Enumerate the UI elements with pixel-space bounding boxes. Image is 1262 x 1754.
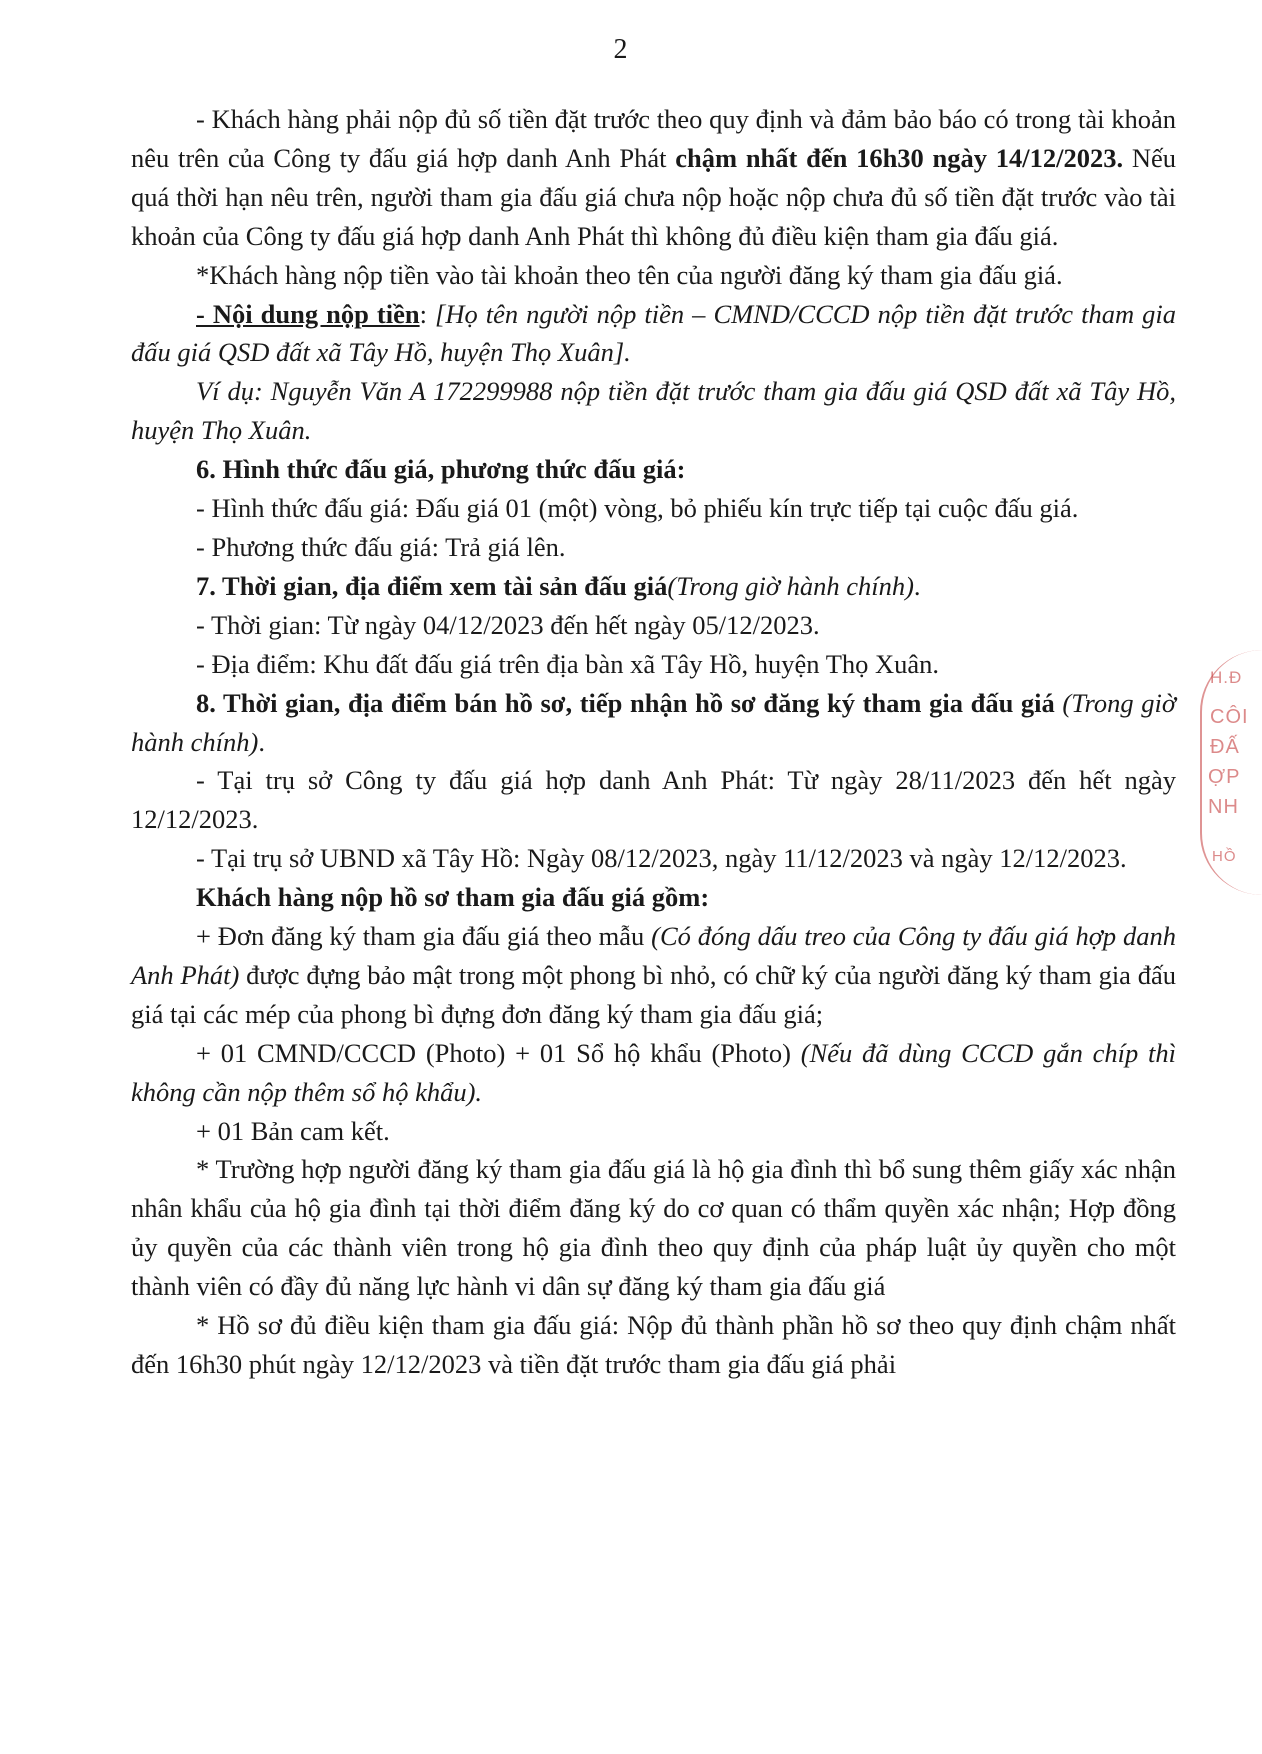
page-number: 2: [613, 34, 628, 65]
payment-content-label: - Nội dung nộp tiền: [196, 298, 420, 329]
payment-content-paragraph: [131, 295, 1176, 373]
section-8-heading: [131, 684, 1176, 762]
dossier-item-commitment: + 01 Bản cam kết.: [196, 1115, 390, 1146]
household-note: * Trường hợp người đăng ký tham gia đấu giá là hộ gia đình thì bổ sung thêm giấy xác nhận nhân khẩu của hộ gia đình tại thời điểm đăng ký do cơ quan có thẩm quyền xác nhận; Hợp đồng ủy quyền của các thành viên trong hộ gia đình theo quy định của pháp luật ủy quyền cho một thành viên có đầy đủ năng lực hành vi dân sự đăng ký tham gia đấu giá: [131, 1154, 1176, 1302]
auction-method: - Phương thức đấu giá: Trả giá lên.: [196, 531, 566, 562]
stamp-line-2: CÔI: [1210, 706, 1249, 728]
section-8-title: 8. Thời gian, địa điểm bán hồ sơ, tiếp nhận hồ sơ đăng ký tham gia đấu giá: [196, 687, 1055, 718]
dossier-application-b: (Có đóng dấu treo của Công ty đấu giá hợp danh Anh Phát): [131, 921, 1176, 990]
section-6-heading: 6. Hình thức đấu giá, phương thức đấu giá:: [196, 454, 686, 485]
payment-content-text: [Họ tên người nộp tiền – CMND/CCCD nộp tiền đặt trước tham gia đấu giá QSD đất xã Tây Hồ, huyện Thọ Xuân].: [131, 298, 1177, 368]
deposit-deadline-paragraph: [131, 100, 1176, 256]
sale-at-commune: - Tại trụ sở UBND xã Tây Hồ: Ngày 08/12/2023, ngày 11/12/2023 và ngày 12/12/2023.: [196, 843, 1127, 874]
dossier-heading: Khách hàng nộp hồ sơ tham gia đấu giá gồm:: [196, 882, 710, 913]
deposit-deadline: chậm nhất đến 16h30 ngày 14/12/2023.: [675, 142, 1124, 173]
dossier-application-a: + Đơn đăng ký tham gia đấu giá theo mẫu: [196, 921, 652, 952]
dossier-id-a: + 01 CMND/CCCD (Photo) + 01 Sổ hộ khẩu (Photo): [196, 1037, 801, 1068]
deposit-text-c: Nếu quá thời hạn nêu trên, người tham gia đấu giá chưa nộp hoặc nộp chưa đủ số tiền đặt trước vào tài khoản của Công ty đấu giá hợp danh Anh Phát thì không đủ điều kiện tham gia đấu giá.: [131, 142, 1176, 251]
eligibility-note: * Hồ sơ đủ điều kiện tham gia đấu giá: Nộp đủ thành phần hồ sơ theo quy định chậm nhất đến 16h30 phút ngày 12/12/2023 và tiền đặt trước tham gia đấu giá phải: [131, 1310, 1176, 1379]
section-7-note: (Trong giờ hành chính): [667, 570, 914, 601]
viewing-location: - Địa điểm: Khu đất đấu giá trên địa bàn xã Tây Hồ, huyện Thọ Xuân.: [196, 648, 940, 679]
dossier-id-b: (Nếu đã dùng CCCD gắn chíp thì không cần nộp thêm sổ hộ khẩu).: [131, 1037, 1176, 1107]
section-7-end: .: [913, 570, 921, 601]
deposit-text-a: - Khách hàng phải nộp đủ số tiền đặt trước theo quy định và đảm bảo báo có trong tài khoản nêu trên của Công ty đấu giá hợp danh Anh Phát: [131, 104, 1176, 173]
section-7-title: 7. Thời gian, địa điểm xem tài sản đấu giá: [196, 570, 668, 601]
stamp-line-5: NH: [1208, 796, 1239, 818]
account-name-note: *Khách hàng nộp tiền vào tài khoản theo tên của người đăng ký tham gia đấu giá.: [196, 259, 1063, 290]
stamp-line-4: ỢP: [1208, 766, 1241, 788]
section-8-end: .: [258, 726, 265, 757]
viewing-time: - Thời gian: Từ ngày 04/12/2023 đến hết ngày 05/12/2023.: [196, 609, 820, 640]
section-7-heading: [131, 567, 1176, 606]
document-body: [131, 100, 1176, 1384]
dossier-item-id: [131, 1034, 1176, 1112]
stamp-line-1: H.Đ: [1210, 668, 1243, 687]
payment-content-colon: :: [419, 298, 435, 329]
payment-example: Ví dụ: Nguyễn Văn A 172299988 nộp tiền đặt trước tham gia đấu giá QSD đất xã Tây Hồ, huyện Thọ Xuân.: [131, 376, 1176, 446]
section-8-note: (Trong giờ hành chính): [131, 687, 1176, 757]
red-seal-stamp: [1200, 650, 1262, 895]
stamp-line-3: ĐẤ: [1210, 736, 1240, 758]
dossier-item-application: [131, 917, 1176, 1034]
stamp-line-6: HỒ: [1212, 848, 1237, 865]
dossier-application-c: được đựng bảo mật trong một phong bì nhỏ, có chữ ký của người đăng ký tham gia đấu giá tại các mép của phong bì đựng đơn đăng ký tham gia đấu giá;: [131, 959, 1177, 1029]
auction-form: - Hình thức đấu giá: Đấu giá 01 (một) vòng, bỏ phiếu kín trực tiếp tại cuộc đấu giá.: [196, 493, 1079, 524]
sale-at-company: - Tại trụ sở Công ty đấu giá hợp danh Anh Phát: Từ ngày 28/11/2023 đến hết ngày 12/12/2023.: [131, 765, 1176, 835]
